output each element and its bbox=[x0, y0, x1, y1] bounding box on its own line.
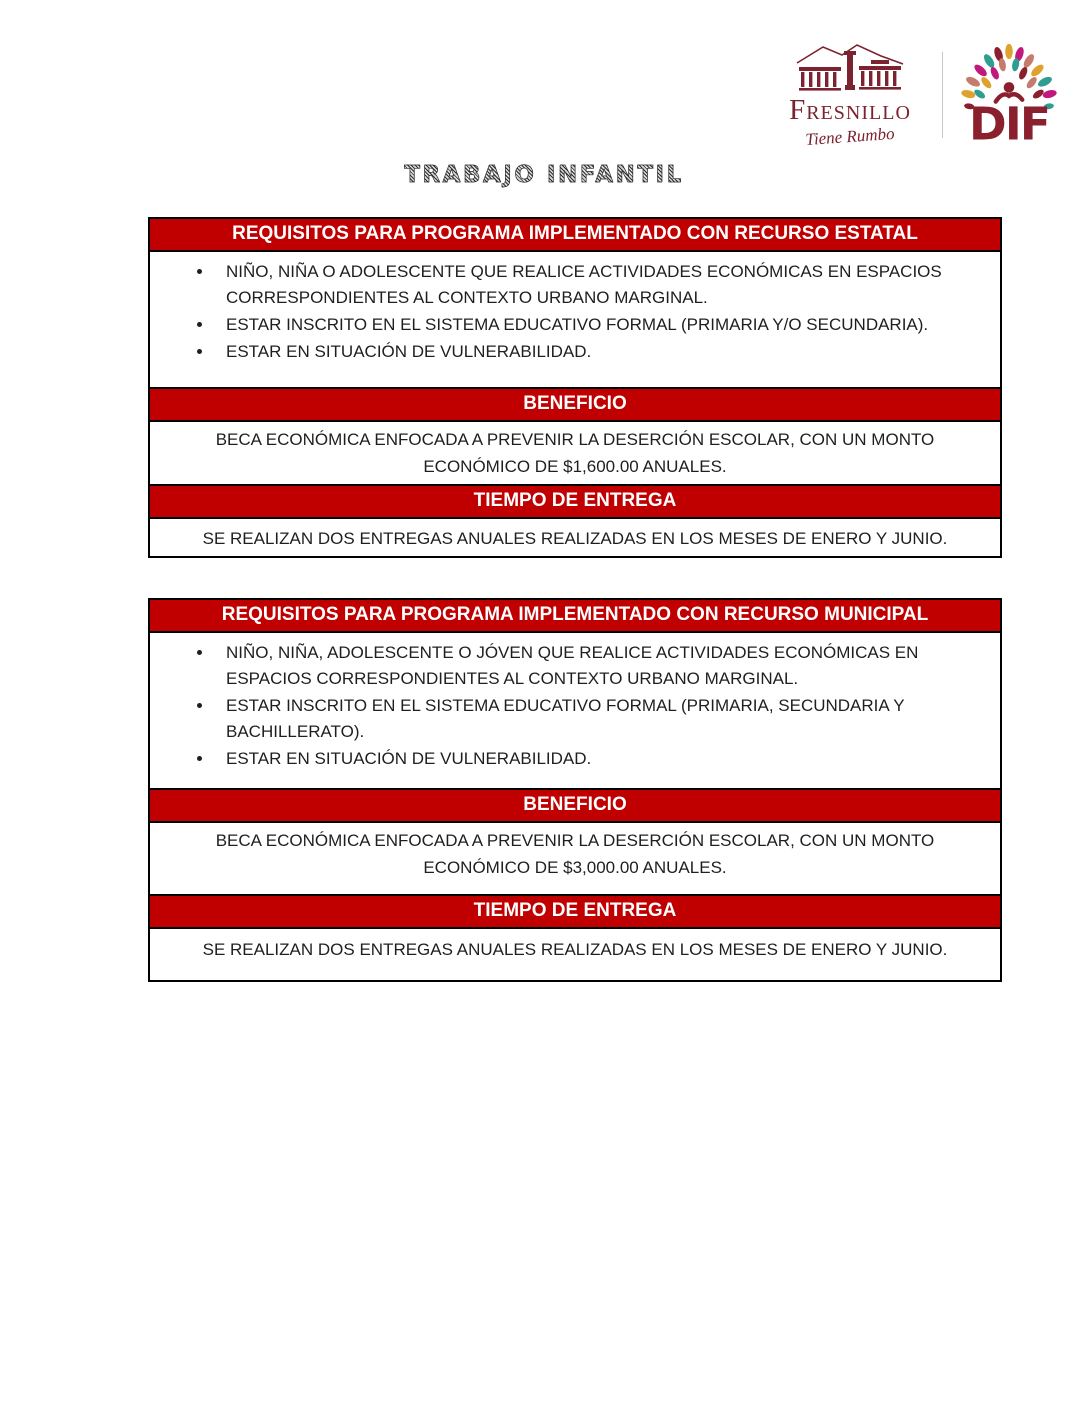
table-header-municipal: REQUISITOS PARA PROGRAMA IMPLEMENTADO CON RECURSO MUNICIPAL bbox=[150, 600, 1000, 633]
table-recurso-estatal bbox=[148, 217, 1002, 558]
requirement-item: • NIÑO, NIÑA O ADOLESCENTE QUE REALICE ACTIVIDADES ECONÓMICAS EN ESPACIOS CORRESPONDIENTES AL CONTEXTO URBANO MARGINAL. bbox=[214, 259, 986, 311]
tiempo-entrega-text: SE REALIZAN DOS ENTREGAS ANUALES REALIZADAS EN LOS MESES DE ENERO Y JUNIO. bbox=[202, 529, 948, 548]
tiempo-entrega-text: SE REALIZAN DOS ENTREGAS ANUALES REALIZADAS EN LOS MESES DE ENERO Y JUNIO. bbox=[202, 940, 948, 959]
requirement-item: • ESTAR EN SITUACIÓN DE VULNERABILIDAD. bbox=[214, 746, 986, 772]
beneficio-text: BECA ECONÓMICA ENFOCADA A PREVENIR LA DESERCIÓN ESCOLAR, CON UN MONTO ECONÓMICO DE $3,000.00 ANUALES. bbox=[215, 831, 935, 877]
logo-divider bbox=[942, 52, 943, 138]
beneficio-text: BECA ECONÓMICA ENFOCADA A PREVENIR LA DESERCIÓN ESCOLAR, CON UN MONTO ECONÓMICO DE $1,600.00 ANUALES. bbox=[215, 430, 935, 476]
beneficio-header: BENEFICIO bbox=[150, 387, 1000, 422]
tiempo-entrega-header: TIEMPO DE ENTREGA bbox=[150, 894, 1000, 929]
page-title: TRABAJO INFANTIL bbox=[404, 162, 684, 188]
dif-wordmark: DIF bbox=[969, 97, 1049, 148]
fresnillo-wordmark: Fresnillo bbox=[789, 93, 911, 126]
table-header-estatal: REQUISITOS PARA PROGRAMA IMPLEMENTADO CON RECURSO ESTATAL bbox=[150, 219, 1000, 252]
tiempo-entrega-header: TIEMPO DE ENTREGA bbox=[150, 484, 1000, 519]
requirement-item: • ESTAR INSCRITO EN EL SISTEMA EDUCATIVO FORMAL (PRIMARIA, SECUNDARIA Y BACHILLERATO). bbox=[214, 693, 986, 745]
requirements-cell bbox=[150, 640, 1000, 788]
requirement-item: • ESTAR INSCRITO EN EL SISTEMA EDUCATIVO FORMAL (PRIMARIA Y/O SECUNDARIA). bbox=[214, 312, 986, 338]
fresnillo-building-icon bbox=[784, 43, 916, 95]
requirements-cell bbox=[150, 259, 1000, 387]
fresnillo-logo bbox=[771, 43, 929, 147]
requirement-item: • ESTAR EN SITUACIÓN DE VULNERABILIDAD. bbox=[214, 339, 986, 365]
table-recurso-municipal bbox=[148, 598, 1002, 982]
requirement-item: • NIÑO, NIÑA, ADOLESCENTE O JÓVEN QUE REALICE ACTIVIDADES ECONÓMICAS EN ESPACIOS CORRESPONDIENTES AL CONTEXTO URBANO MARGINAL. bbox=[214, 640, 986, 692]
beneficio-header: BENEFICIO bbox=[150, 788, 1000, 823]
requirements-list bbox=[150, 259, 1000, 365]
document-content bbox=[148, 217, 1002, 982]
fresnillo-tagline: Tiene Rumbo bbox=[804, 123, 896, 149]
requirements-list bbox=[150, 640, 1000, 772]
dif-logo bbox=[956, 42, 1062, 148]
title-area bbox=[0, 162, 1088, 188]
logo-area bbox=[771, 42, 1062, 148]
